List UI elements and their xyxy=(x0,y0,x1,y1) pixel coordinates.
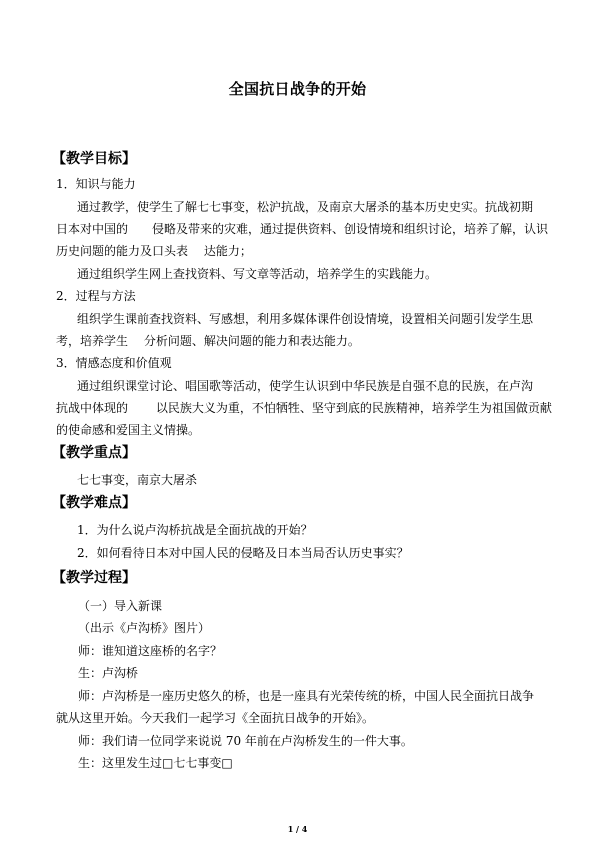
goals-paragraph-2-line-1: 通过组织学生网上查找资料、写文章等活动，培养学生的实践能力。 xyxy=(77,267,438,281)
goals-item-3-title: 3．情感态度和价值观 xyxy=(56,356,172,370)
process-student-answer-3: 生：这里发生过□七七事变□ xyxy=(78,756,233,770)
goals-paragraph-4-line-1: 通过组织课堂讨论、唱国歌等活动，使学生认识到中华民族是自强不息的民族，在卢沟 xyxy=(77,379,534,393)
goals-paragraph-3-line-1: 组织学生课前查找资料、写感想，利用多媒体课件创设情境，设置相关问题引发学生思 xyxy=(77,312,534,326)
difficulties-item-1: 1．为什么说卢沟桥抗战是全面抗战的开始？ xyxy=(77,523,313,537)
section-heading-process: 【教学过程】 xyxy=(52,570,136,586)
goals-item-1-title: 1．知识与能力 xyxy=(56,177,136,191)
goals-paragraph-3-line-2: 考，培养学生 分析问题、解决问题的能力和表达能力。 xyxy=(56,334,360,348)
goals-paragraph-1-line-1: 通过教学，使学生了解七七事变，松沪抗战，及南京大屠杀的基本历史史实。抗战初期 xyxy=(77,200,534,214)
process-teacher-line-3: 师：我们请一位同学来说说 70 年前在卢沟桥发生的一件大事。 xyxy=(78,734,413,748)
keypoints-text: 七七事变，南京大屠杀 xyxy=(77,473,198,487)
process-teacher-line-2b: 就从这里开始。今天我们一起学习《全面抗日战争的开始》。 xyxy=(56,711,375,725)
process-teacher-question-1: 师：谁知道这座桥的名字？ xyxy=(78,644,223,658)
goals-paragraph-4-line-3: 的使命感和爱国主义情操。 xyxy=(56,423,201,437)
goals-item-2-title: 2．过程与方法 xyxy=(56,289,136,303)
process-step-1: （一）导入新课 xyxy=(78,599,163,613)
document-title: 全国抗日战争的开始 xyxy=(228,80,367,98)
section-heading-difficulties: 【教学难点】 xyxy=(52,495,136,511)
section-heading-goals: 【教学目标】 xyxy=(52,151,136,167)
difficulties-item-2: 2．如何看待日本对中国人民的侵略及日本当局否认历史事实？ xyxy=(77,546,409,560)
goals-paragraph-1-line-2: 日本对中国的 侵略及带来的灾难，通过提供资料、创设情境和组织讨论，培养了解，认识 xyxy=(56,222,549,236)
goals-paragraph-1-line-3: 历史问题的能力及口头表 达能力； xyxy=(56,244,252,258)
process-teacher-line-2a: 师：卢沟桥是一座历史悠久的桥，也是一座具有光荣传统的桥，中国人民全面抗日战争 xyxy=(78,689,535,703)
section-heading-keypoints: 【教学重点】 xyxy=(52,445,136,461)
page-number: 1 / 4 xyxy=(287,824,308,834)
process-show-image: （出示《卢沟桥》图片） xyxy=(78,621,211,635)
process-student-answer-1: 生：卢沟桥 xyxy=(78,666,139,680)
goals-paragraph-4-line-2: 抗战中体现的 以民族大义为重，不怕牺牲、坚守到底的民族精神，培养学生为祖国做贡献 xyxy=(56,401,552,415)
